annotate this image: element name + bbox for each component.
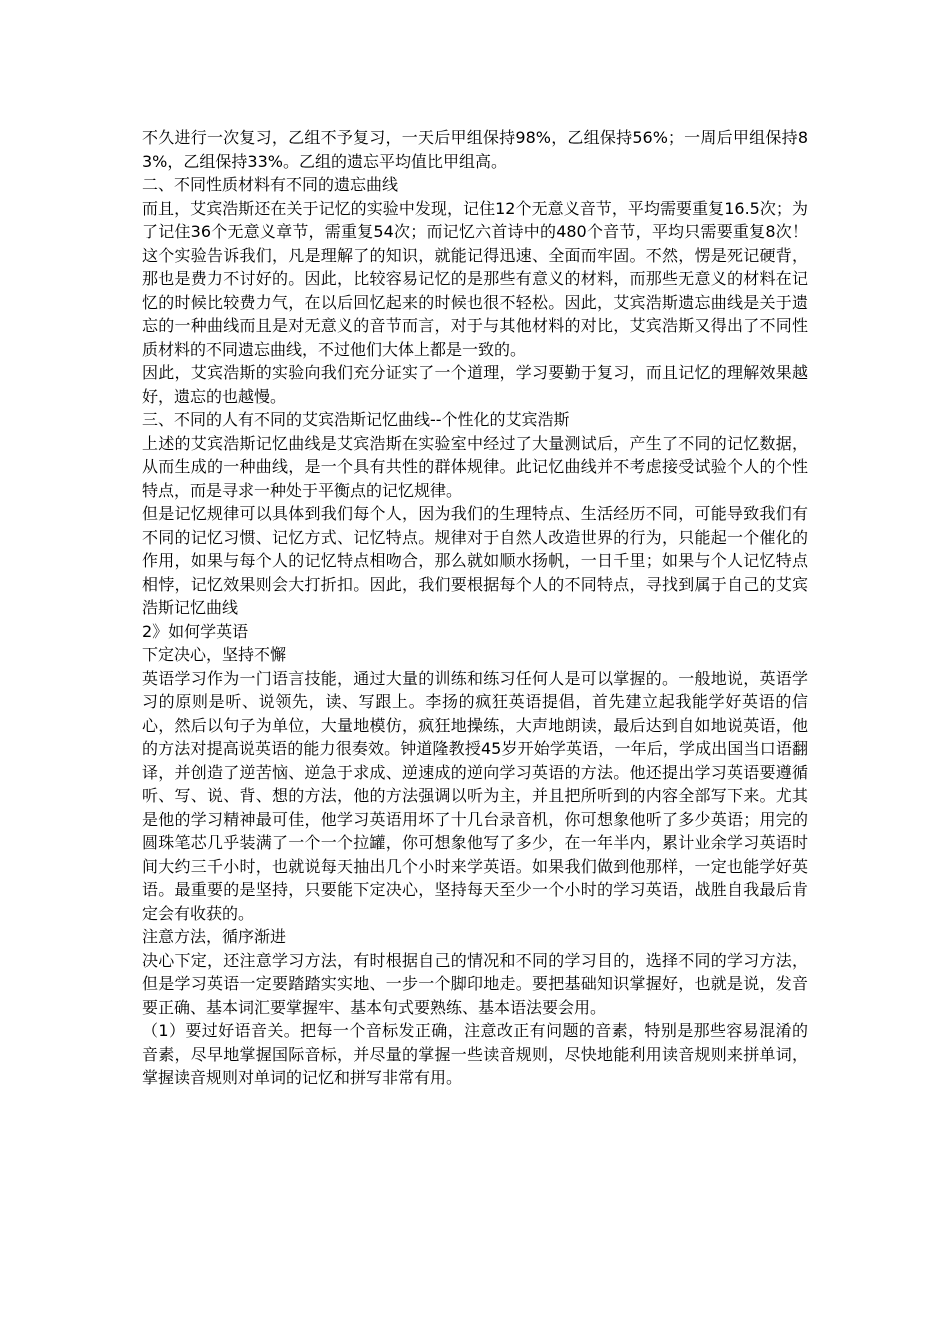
subheading-method: 注意方法，循序渐进: [142, 927, 287, 946]
paragraph-group-law: 上述的艾宾浩斯记忆曲线是艾宾浩斯在实验室中经过了大量测试后，产生了不同的记忆数据，从而生成的一种曲线，是一个具有共性的群体规律。此记忆曲线并不考虑接受试验个人的个性特点，而是寻求一种处于平衡点的记忆规律。: [142, 433, 808, 500]
paragraph-syllable-experiment: 而且，艾宾浩斯还在关于记忆的实验中发现，记住12个无意义音节，平均需要重复16.5次；为了记住36个无意义章节，需重复54次；而记忆六首诗中的480个音节，平均只需要重复8次！这个实验告诉我们，凡是理解了的知识，就能记得迅速、全面而牢固。不然，愣是死记硬背，那也是费力不讨好的。因此，比较容易记忆的是那些有意义的材料，而那些无意义的材料在记忆的时候比较费力气，在以后回忆起来的时候也很不轻松。因此，艾宾浩斯遗忘曲线是关于遗忘的一种曲线而且是对无意义的音节而言，对于与其他材料的对比，艾宾浩斯又得出了不同性质材料的不同遗忘曲线，不过他们大体上都是一致的。: [142, 198, 808, 359]
section-heading-materials: 二、不同性质材料有不同的遗忘曲线: [142, 175, 399, 194]
paragraph-review-conclusion: 因此，艾宾浩斯的实验向我们充分证实了一个道理，学习要勤于复习，而且记忆的理解效果越好，遗忘的也越慢。: [142, 363, 808, 406]
paragraph-method: 决心下定，还注意学习方法，有时根据自己的情况和不同的学习目的，选择不同的学习方法，但是学习英语一定要踏踏实实地、一步一个脚印地走。要把基础知识掌握好，也就是说，发音要正确、基本词汇要掌握牢、基本句式要熟练、基本语法要会用。: [142, 950, 808, 1017]
section-heading-learn-english: 2》如何学英语: [142, 621, 249, 641]
section-heading-individual-curves: 三、不同的人有不同的艾宾浩斯记忆曲线--个性化的艾宾浩斯: [142, 410, 570, 429]
paragraph-english-skill: 英语学习作为一门语言技能，通过大量的训练和练习任何人是可以掌握的。一般地说，英语学习的原则是听、说领先，读、写跟上。李扬的疯狂英语提倡，首先建立起我能学好英语的信心，然后以句子为单位，大量地模仿，疯狂地操练，大声地朗读，最后达到自如地说英语，他的方法对提高说英语的能力很奏效。钟道隆教授45岁开始学英语，一年后，学成出国当口语翻译，并创造了逆苦恼、逆急于求成、逆速成的逆向学习英语的方法。他还提出学习英语要遵循听、写、说、背、想的方法，他的方法强调以听为主，并且把所听到的内容全部写下来。尤其是他的学习精神最可佳，他学习英语用坏了十几台录音机，你可想象他听了多少英语；用完的圆珠笔芯几乎装满了一个一个拉罐，你可想象他写了多少，在一年半内，累计业余学习英语时间大约三千小时，也就说每天抽出几个小时来学英语。如果我们做到他那样，一定也能学好英语。最重要的是坚持，只要能下定决心，坚持每天至少一个小时的学习英语，战胜自我最后肯定会有收获的。: [142, 668, 808, 923]
subheading-determination: 下定决心，坚持不懈: [142, 645, 287, 664]
paragraph-pronunciation: （1）要过好语音关。把每一个音标发正确，注意改正有问题的音素，特别是那些容易混淆的音素，尽早地掌握国际音标，并尽量的掌握一些读音规则，尽快地能利用读音规则来拼单词，掌握读音规则对单词的记忆和拼写非常有用。: [142, 1021, 808, 1087]
paragraph-retention-results: 不久进行一次复习，乙组不予复习，一天后甲组保持98%，乙组保持56%；一周后甲组保持83%，乙组保持33%。乙组的遗忘平均值比甲组高。: [142, 128, 808, 171]
document-body: [142, 126, 808, 1090]
paragraph-personal-law: 但是记忆规律可以具体到我们每个人，因为我们的生理特点、生活经历不同，可能导致我们有不同的记忆习惯、记忆方式、记忆特点。规律对于自然人改造世界的行为，只能起一个催化的作用，如果与每个人的记忆特点相吻合，那么就如顺水扬帆，一日千里；如果与个人记忆特点相悖，记忆效果则会大打折扣。因此，我们要根据每个人的不同特点，寻找到属于自己的艾宾浩斯记忆曲线: [142, 504, 808, 617]
